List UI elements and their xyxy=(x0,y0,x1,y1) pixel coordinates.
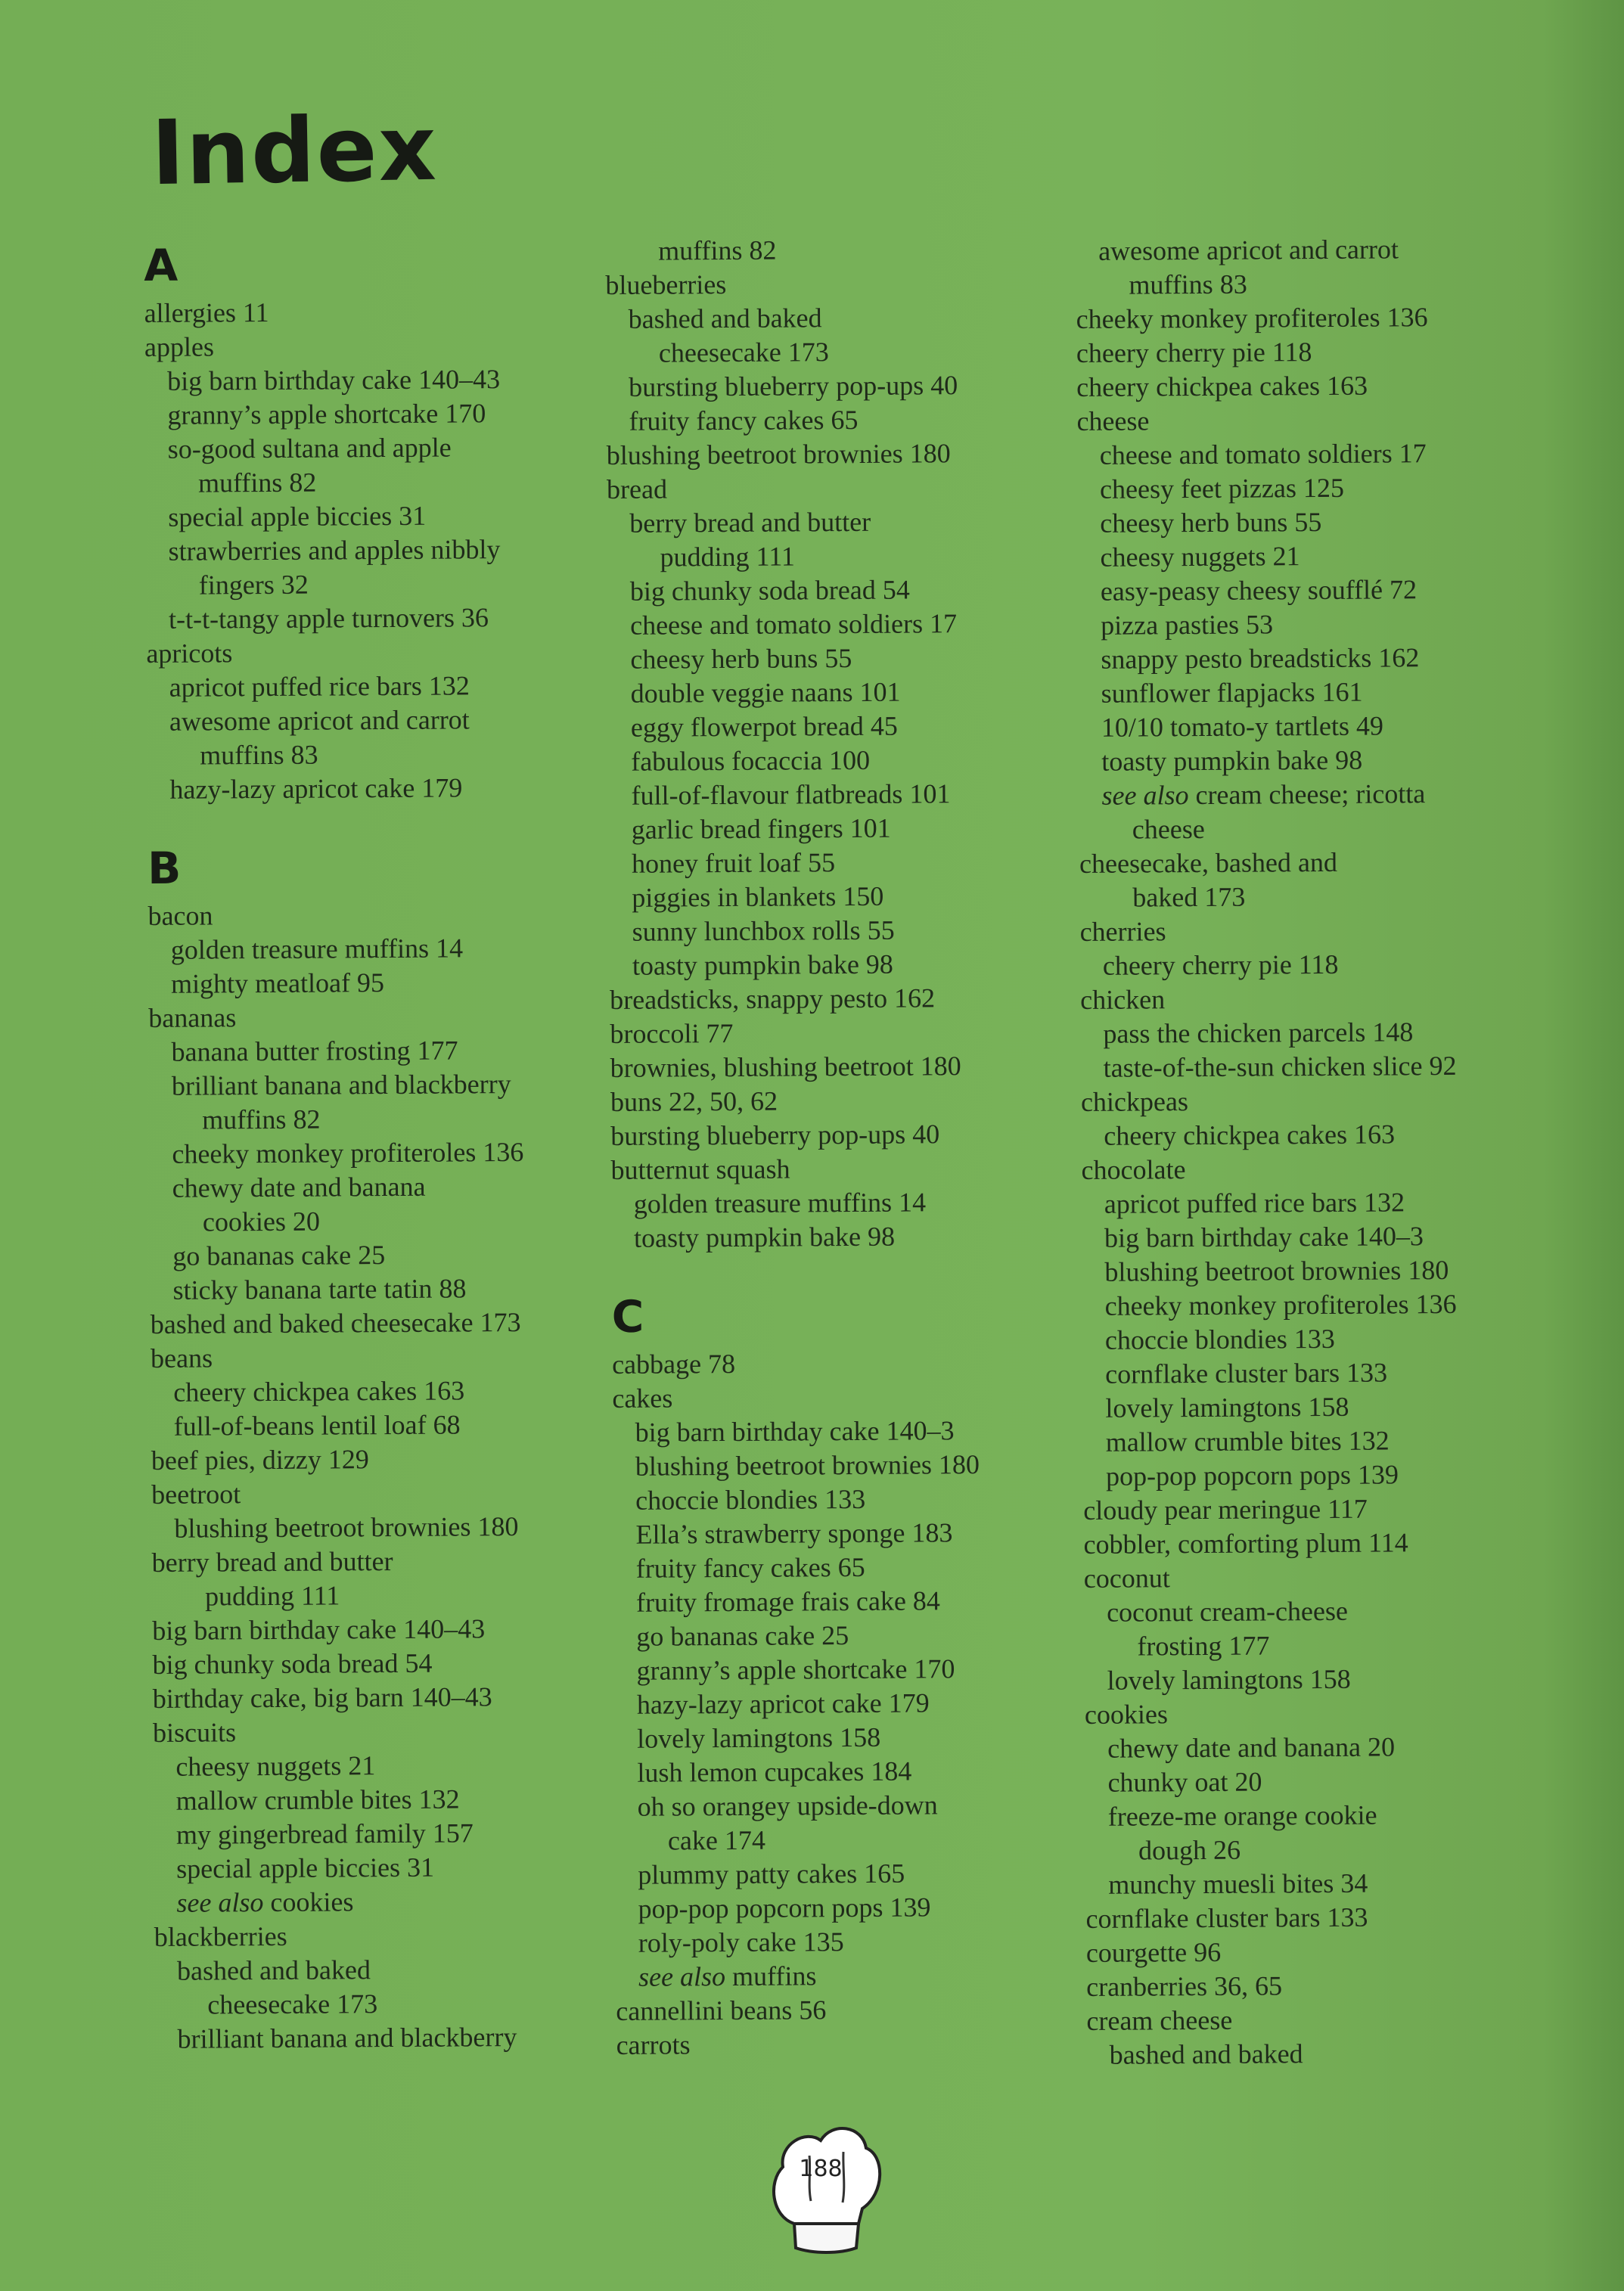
index-subentry: freeze-me orange cookie xyxy=(1107,1799,1377,1832)
index-column-3 xyxy=(1076,231,1556,2072)
index-subentry: dough 26 xyxy=(1138,1834,1241,1866)
index-subentry: baked 173 xyxy=(1132,881,1246,913)
section-letter: A xyxy=(144,239,179,291)
index-subentry: big barn birthday cake 140–43 xyxy=(167,364,501,396)
index-entry: cheeky monkey profiteroles 136 xyxy=(1076,302,1428,334)
index-subentry: cheeky monkey profiteroles 136 xyxy=(1104,1288,1457,1321)
index-subentry: granny’s apple shortcake 170 xyxy=(636,1653,955,1686)
index-entry: bananas xyxy=(148,1002,237,1033)
page-number: 188 xyxy=(799,2156,843,2182)
index-subentry: lush lemon cupcakes 184 xyxy=(637,1756,912,1788)
index-entry: chicken xyxy=(1080,984,1166,1015)
index-subentry: t-t-t-tangy apple turnovers 36 xyxy=(168,602,489,635)
index-subentry: snappy pesto breadsticks 162 xyxy=(1101,642,1420,675)
index-entry: breadsticks, snappy pesto 162 xyxy=(610,983,936,1015)
index-entry: allergies 11 xyxy=(144,296,269,328)
index-subentry: choccie blondies 133 xyxy=(635,1483,866,1516)
index-subentry: granny’s apple shortcake 170 xyxy=(167,398,486,430)
index-subentry: mighty meatloaf 95 xyxy=(170,967,385,999)
index-subentry: mallow crumble bites 132 xyxy=(1105,1425,1390,1457)
index-entry: beans xyxy=(150,1343,213,1374)
index-entry: cheesecake, bashed and xyxy=(1079,846,1338,879)
index-entry: cheery chickpea cakes 163 xyxy=(1076,370,1368,402)
index-subentry: chunky oat 20 xyxy=(1107,1766,1262,1798)
index-subentry: frosting 177 xyxy=(1137,1630,1270,1662)
index-entry: cannellini beans 56 xyxy=(616,1995,827,2026)
index-subentry: special apple biccies 31 xyxy=(168,500,427,532)
index-subentry: fingers 32 xyxy=(198,569,309,601)
index-subentry: cheese and tomato soldiers 17 xyxy=(1099,438,1427,470)
index-entry: big barn birthday cake 140–43 xyxy=(152,1613,486,1646)
index-subentry: honey fruit loaf 55 xyxy=(631,847,836,879)
index-subentry: apricot puffed rice bars 132 xyxy=(169,670,470,703)
index-subentry: cheesy nuggets 21 xyxy=(1100,541,1300,573)
index-subentry: bashed and baked xyxy=(176,1954,371,1986)
index-entry: bashed and baked cheesecake 173 xyxy=(150,1306,521,1340)
index-subentry: brilliant banana and blackberry xyxy=(171,1069,511,1101)
index-subentry: cheesy herb buns 55 xyxy=(1100,507,1322,539)
index-subentry: cheery chickpea cakes 163 xyxy=(173,1375,465,1408)
index-entry: beef pies, dizzy 129 xyxy=(151,1444,369,1476)
index-entry: cornflake cluster bars 133 xyxy=(1085,1901,1368,1934)
index-entry: beetroot xyxy=(151,1479,241,1510)
index-subentry: big barn birthday cake 140–3 xyxy=(1104,1221,1424,1253)
index-subentry: garlic bread fingers 101 xyxy=(631,812,891,845)
index-subentry: cake 174 xyxy=(667,1824,766,1856)
index-subentry: fabulous focaccia 100 xyxy=(631,744,871,777)
index-subentry: berry bread and butter xyxy=(629,506,871,539)
index-entry: butternut squash xyxy=(610,1153,790,1185)
index-entry: blushing beetroot brownies 180 xyxy=(606,438,951,470)
index-subentry: lovely lamingtons 158 xyxy=(637,1721,881,1754)
index-subentry: fruity fancy cakes 65 xyxy=(635,1551,865,1584)
index-subentry: cornflake cluster bars 133 xyxy=(1105,1357,1388,1389)
index-entry: cabbage 78 xyxy=(612,1348,736,1380)
index-subentry: double veggie naans 101 xyxy=(630,676,901,709)
index-subentry: cheery chickpea cakes 163 xyxy=(1104,1119,1396,1151)
index-subentry: sunflower flapjacks 161 xyxy=(1101,676,1363,709)
index-entry: cheese xyxy=(1076,405,1150,436)
index-subentry: pop-pop popcorn pops 139 xyxy=(1105,1459,1399,1492)
index-subentry: awesome apricot and carrot xyxy=(1098,234,1399,266)
index-subentry: golden treasure muffins 14 xyxy=(170,933,464,965)
index-subentry: apricot puffed rice bars 132 xyxy=(1104,1187,1405,1219)
index-subentry: sticky banana tarte tatin 88 xyxy=(172,1273,467,1305)
index-subentry: cheesecake 173 xyxy=(207,1988,378,2020)
index-subentry: fruity fromage frais cake 84 xyxy=(635,1585,940,1618)
index-subentry: cheeky monkey profiteroles 136 xyxy=(172,1136,524,1169)
index-entry: cranberries 36, 65 xyxy=(1086,1970,1283,2002)
index-entry: birthday cake, big barn 140–43 xyxy=(152,1681,492,1714)
index-subentry: pudding 111 xyxy=(660,541,796,573)
index-entry: blackberries xyxy=(154,1920,287,1952)
index-subentry: pudding 111 xyxy=(204,1580,340,1612)
section-letter: B xyxy=(147,842,182,894)
index-entry: chickpeas xyxy=(1080,1086,1189,1117)
index-subentry: munchy muesli bites 34 xyxy=(1108,1867,1368,1900)
index-subentry: muffins 82 xyxy=(202,1104,321,1135)
see-also-label: see also xyxy=(638,1961,726,1992)
index-column-2 xyxy=(605,231,1085,2063)
index-subentry: lovely lamingtons 158 xyxy=(1105,1391,1349,1423)
index-subentry: blushing beetroot brownies 180 xyxy=(1104,1255,1449,1287)
index-subentry: see also cream cheese; ricotta xyxy=(1101,778,1426,811)
index-subentry: pizza pasties 53 xyxy=(1101,609,1274,641)
index-subentry: muffins 83 xyxy=(1129,269,1247,300)
index-subentry: hazy-lazy apricot cake 179 xyxy=(636,1687,930,1720)
index-subentry: full-of-beans lentil loaf 68 xyxy=(173,1409,461,1442)
index-entry: cloudy pear meringue 117 xyxy=(1083,1493,1368,1526)
index-subentry: piggies in blankets 150 xyxy=(632,880,884,913)
index-subentry: roly-poly cake 135 xyxy=(638,1926,844,1958)
index-entry: cherries xyxy=(1079,916,1166,947)
index-subentry: taste-of-the-sun chicken slice 92 xyxy=(1103,1050,1457,1083)
index-entry: berry bread and butter xyxy=(151,1546,393,1578)
index-entry: cakes xyxy=(612,1383,673,1414)
index-entry: bread xyxy=(606,473,668,504)
index-entry: apples xyxy=(144,331,214,362)
index-subentry: pop-pop popcorn pops 139 xyxy=(638,1892,931,1924)
index-subentry: cheese xyxy=(1132,813,1205,845)
index-subentry: pass the chicken parcels 148 xyxy=(1103,1017,1414,1049)
index-entry: cream cheese xyxy=(1086,2004,1233,2036)
index-subentry: cheery cherry pie 118 xyxy=(1102,948,1339,981)
see-also-label: see also xyxy=(1101,780,1189,811)
index-subentry: muffins 82 xyxy=(658,234,777,266)
index-subentry: fruity fancy cakes 65 xyxy=(629,404,859,436)
section-letter: C xyxy=(611,1290,644,1343)
index-entry: apricots xyxy=(146,638,233,669)
index-subentry: cheesy feet pizzas 125 xyxy=(1099,472,1345,504)
index-subentry: chewy date and banana xyxy=(172,1171,426,1203)
index-subentry: toasty pumpkin bake 98 xyxy=(632,948,893,981)
index-subentry: cheesy nuggets 21 xyxy=(175,1750,376,1782)
index-subentry: bashed and baked xyxy=(628,303,822,334)
index-subentry: go bananas cake 25 xyxy=(172,1240,386,1271)
index-subentry: big barn birthday cake 140–3 xyxy=(635,1415,955,1448)
index-entry: brownies, blushing beetroot 180 xyxy=(610,1051,961,1083)
index-subentry: awesome apricot and carrot xyxy=(169,704,470,737)
index-entry: big chunky soda bread 54 xyxy=(152,1647,433,1680)
index-entry: cookies xyxy=(1084,1699,1169,1730)
index-entry: cobbler, comforting plum 114 xyxy=(1083,1527,1408,1560)
index-subentry: my gingerbread family 157 xyxy=(175,1818,474,1850)
index-subentry: blushing beetroot brownies 180 xyxy=(635,1449,980,1482)
index-subentry: full-of-flavour flatbreads 101 xyxy=(631,778,951,811)
index-subentry: blushing beetroot brownies 180 xyxy=(174,1511,519,1544)
index-subentry: banana butter frosting 177 xyxy=(171,1035,458,1067)
chef-hat-icon xyxy=(764,2110,885,2254)
index-subentry: choccie blondies 133 xyxy=(1104,1323,1335,1355)
see-also-label: see also xyxy=(176,1887,264,1918)
index-subentry: hazy-lazy apricot cake 179 xyxy=(169,772,463,805)
index-subentry: muffins 82 xyxy=(197,467,317,498)
index-entry: chocolate xyxy=(1081,1154,1186,1185)
index-entry: courgette 96 xyxy=(1085,1936,1222,1968)
index-subentry: cookies 20 xyxy=(202,1206,321,1237)
index-subentry: so-good sultana and apple xyxy=(167,432,452,464)
index-entry: buns 22, 50, 62 xyxy=(610,1085,778,1117)
index-subentry: sunny lunchbox rolls 55 xyxy=(632,914,895,947)
index-subentry: chewy date and banana 20 xyxy=(1107,1731,1396,1764)
index-subentry: brilliant banana and blackberry xyxy=(177,2022,517,2054)
index-subentry: mallow crumble bites 132 xyxy=(175,1783,460,1816)
index-subentry: go bananas cake 25 xyxy=(636,1620,849,1652)
page-title: Index xyxy=(150,95,439,206)
index-subentry: strawberries and apples nibbly xyxy=(168,534,501,567)
index-subentry: bashed and baked xyxy=(1109,2038,1303,2070)
index-entry: coconut xyxy=(1083,1563,1170,1594)
index-subentry: special apple biccies 31 xyxy=(176,1852,435,1884)
index-subentry: 10/10 tomato-y tartlets 49 xyxy=(1101,710,1384,743)
index-subentry: cheese and tomato soldiers 17 xyxy=(630,608,958,641)
index-subentry: big chunky soda bread 54 xyxy=(629,574,910,607)
index-subentry: muffins 83 xyxy=(200,739,318,771)
index-subentry: lovely lamingtons 158 xyxy=(1107,1663,1351,1696)
index-subentry: oh so orangey upside-down xyxy=(637,1790,938,1822)
index-entry: biscuits xyxy=(152,1717,237,1748)
index-subentry: golden treasure muffins 14 xyxy=(633,1187,927,1219)
index-subentry: cheesy herb buns 55 xyxy=(630,643,852,675)
index-entry: broccoli 77 xyxy=(610,1017,734,1049)
index-column-1 xyxy=(144,231,624,2057)
index-subentry: plummy patty cakes 165 xyxy=(638,1858,905,1890)
index-entry: carrots xyxy=(616,2029,691,2060)
index-subentry: see also muffins xyxy=(638,1960,817,1992)
index-entry: bursting blueberry pop-ups 40 xyxy=(610,1119,940,1151)
index-subentry: cheesecake 173 xyxy=(658,337,829,368)
index-subentry: coconut cream-cheese xyxy=(1107,1595,1349,1628)
index-subentry: toasty pumpkin bake 98 xyxy=(633,1221,896,1253)
index-entry: blueberries xyxy=(605,269,727,300)
index-subentry: eggy flowerpot bread 45 xyxy=(630,710,898,743)
index-subentry: see also cookies xyxy=(176,1886,354,1918)
index-subentry: bursting blueberry pop-ups 40 xyxy=(629,370,958,402)
index-subentry: easy-peasy cheesy soufflé 72 xyxy=(1100,574,1418,607)
index-entry: cheery cherry pie 118 xyxy=(1076,337,1312,368)
index-subentry: Ella’s strawberry sponge 183 xyxy=(635,1517,953,1550)
index-entry: bacon xyxy=(147,900,213,931)
index-subentry: toasty pumpkin bake 98 xyxy=(1101,744,1363,777)
